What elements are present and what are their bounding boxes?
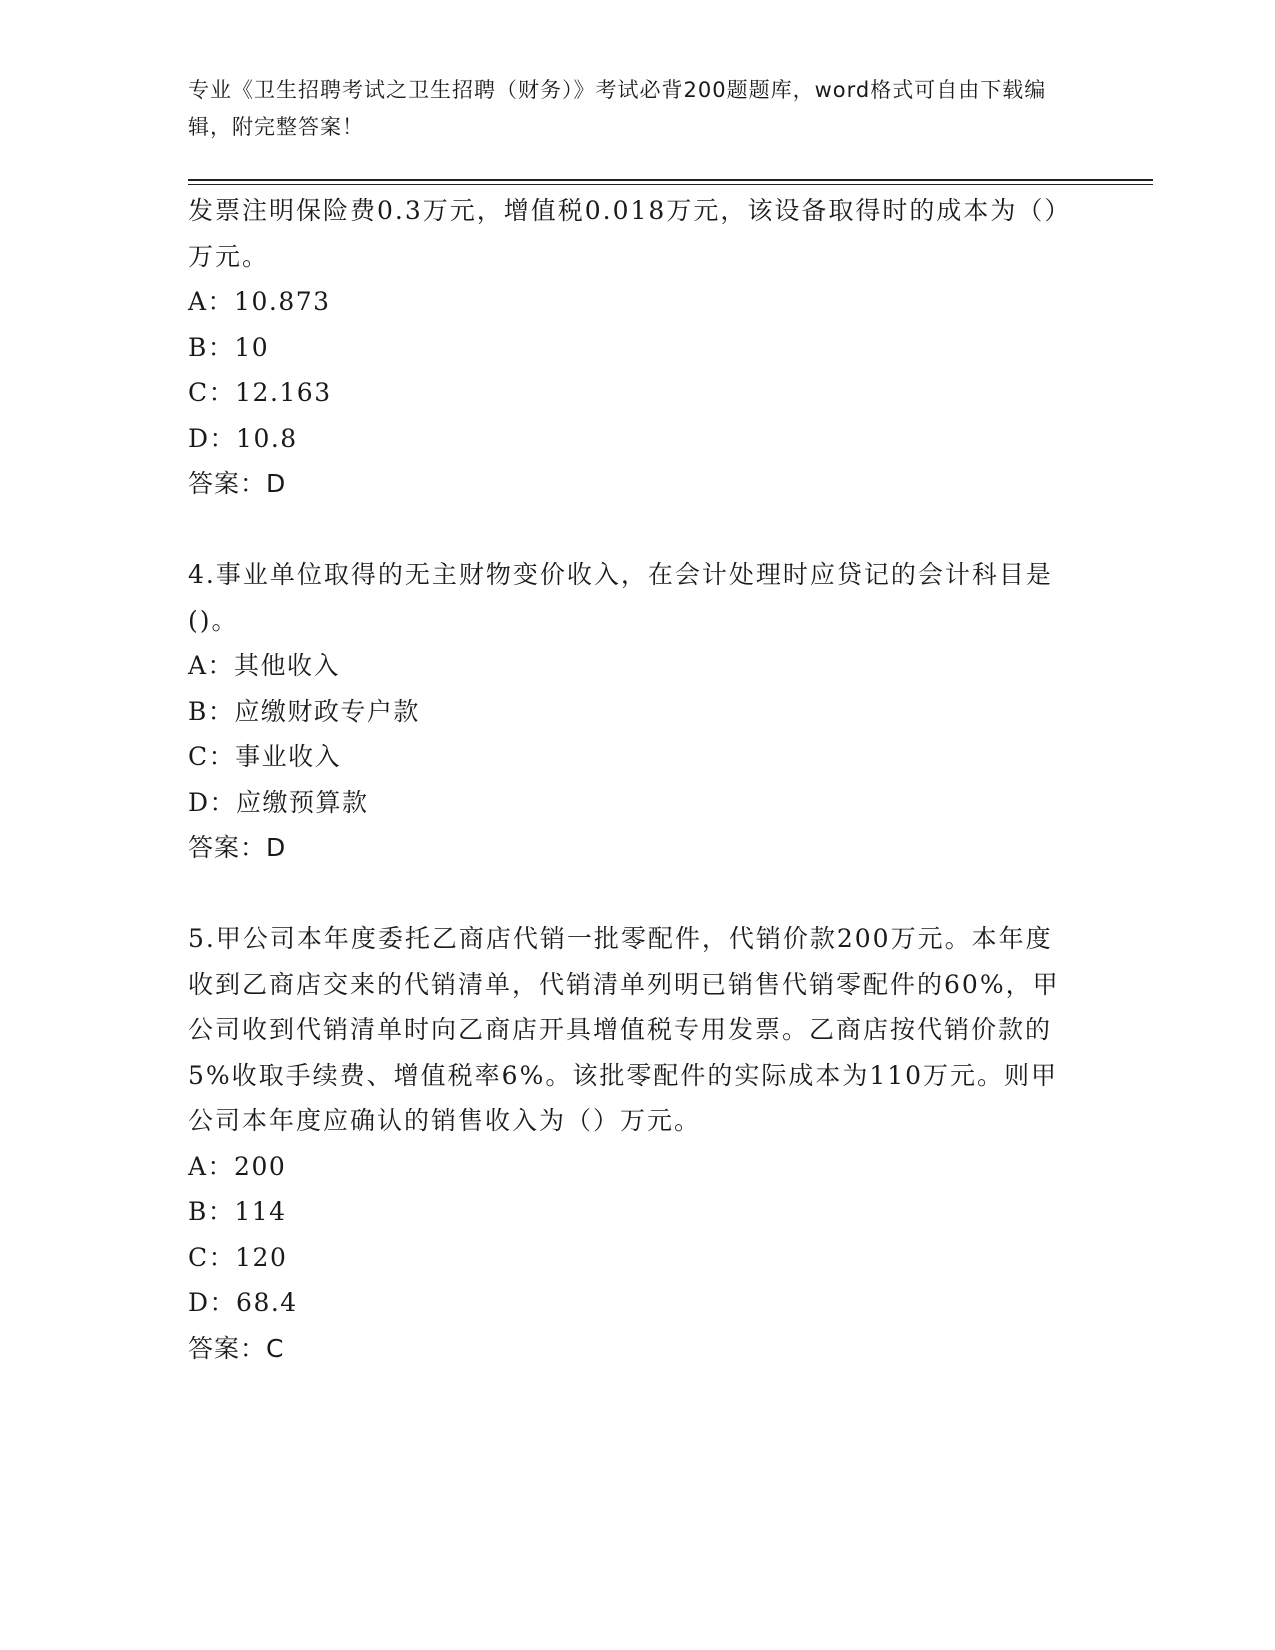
option-d: D：68.4 xyxy=(188,1288,298,1317)
question-block xyxy=(188,916,1068,1371)
option-b: B：应缴财政专户款 xyxy=(188,696,420,726)
option-d: D：应缴预算款 xyxy=(188,787,369,817)
option-c: C：12.163 xyxy=(188,378,332,407)
option-b: B：10 xyxy=(188,332,270,362)
question-text: 4.事业单位取得的无主财物变价收入，在会计处理时应贷记的会计科目是()。 xyxy=(188,560,1053,635)
option-a: A：10.873 xyxy=(188,287,331,316)
question-block xyxy=(188,552,1068,871)
question-text: 5.甲公司本年度委托乙商店代销一批零配件，代销价款200万元。本年度收到乙商店交来的代销清单，代销清单列明已销售代销零配件的60%，甲公司收到代销清单时向乙商店开具增值税专用发票。乙商店按代销价款的5%收取手续费、增值税率6%。该批零配件的实际成本为110万元。则甲公司本年度应确认的销售收入为（）万元。 xyxy=(188,924,1060,1135)
option-b: B：114 xyxy=(188,1197,287,1226)
question-text: 发票注明保险费0.3万元，增值税0.018万元，该设备取得时的成本为（）万元。 xyxy=(188,196,1059,271)
option-d: D：10.8 xyxy=(188,423,298,453)
question-spacer xyxy=(188,871,1068,917)
answer-line: 答案：D xyxy=(188,833,287,862)
header-divider-thin xyxy=(188,184,1153,185)
question-block xyxy=(188,188,1068,507)
answer-line: 答案：C xyxy=(188,1333,285,1363)
question-spacer xyxy=(188,507,1068,553)
header-divider-thick xyxy=(188,179,1153,181)
option-c: C：120 xyxy=(188,1242,288,1272)
page-header: 专业《卫生招聘考试之卫生招聘（财务）》考试必背200题题库，word格式可自由下载编辑，附完整答案！ xyxy=(188,78,1047,139)
question-list xyxy=(188,188,1068,1371)
option-c: C：事业收入 xyxy=(188,742,342,771)
option-a: A：200 xyxy=(188,1151,287,1181)
option-a: A：其他收入 xyxy=(188,651,341,680)
answer-line: 答案：D xyxy=(188,469,287,498)
